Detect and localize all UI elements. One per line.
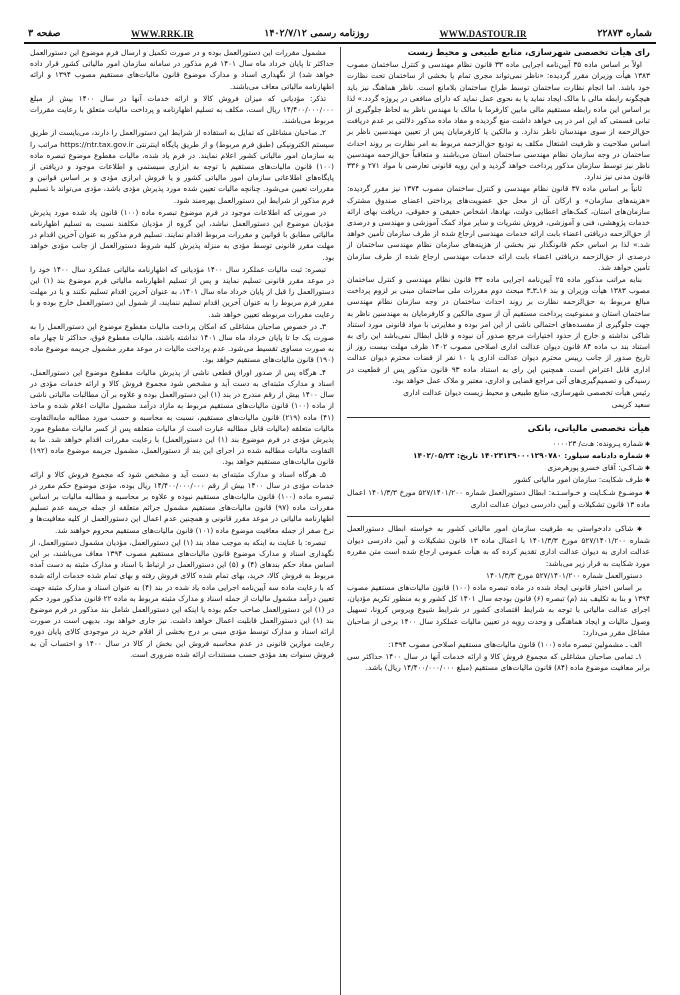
- meta-plaintiff: ✱ شـاکـی: آقای خسرو پورهرمزی: [347, 462, 650, 474]
- paragraph: الف ـ مشمولین تبصره ماده (۱۰۰) قانون مالیات‌های مستقیم اصلاحی مصوب ۱۳۹۴:: [387, 639, 642, 649]
- paragraph: در صورتی که اطلاعات موجود در فرم موضوع تبصره ماده (۱۰۰) قانون یاد شده مورد پذیرش مؤدیان موضوع این دستورالعمل نباشد، این گروه از مؤدیان مکلفند نسبت به تسلیم اظهارنامه مالیاتی مطابق با قوانین و مقررات مربوط اقدام نمایند. تسلیم فرم مذکور به عنوان آخرین اقدام در مهلت مقرر قانونی توسط مؤدی به منزله پذیرش کلیه شروط دستورالعمل از جانب مؤدی خواهد بود.: [30, 207, 334, 262]
- paragraph: ۳ـ در خصوص صاحبان مشاغلی که امکان پرداخت مالیات مقطوع موضوع این دستورالعمل را به صورت یک جا تا پایان خرداد ماه سال ۱۴۰۱ نداشته باشند، مالیات مقطوع فوق، حداکثر تا چهار ماه به صورت مساوی تقسیط می‌شود. عدم پرداخت مالیات در موعد مقرر مشمول جریمه موضوع ماده (۱۹۰) قانون مالیات‌های مستقیم خواهد بود.: [30, 321, 334, 365]
- page-number: صفحه ۳: [28, 28, 61, 39]
- right-column: [340, 47, 656, 995]
- rrk-link[interactable]: WWW.RRK.IR: [131, 29, 194, 39]
- dastour-link[interactable]: WWW.DASTOUR.IR: [439, 29, 527, 39]
- paragraph: ۱ـ تمامی صاحبان مشاغلی که مجموع فروش کالا و ارائه خدمات آنها در سال ۱۴۰۰ حداکثر سی برابر معافیت موضوع ماده (۸۴) قانون مالیات‌های مستقیم (مبلغ ۱۴/۴۰۰/۰۰۰/۰۰۰ ریال) باشد.: [347, 652, 650, 673]
- section-title: رای هیأت تخصصی شهرسازی، منابع طبیعی و محیط زیست: [407, 47, 650, 57]
- left-column: [24, 47, 340, 995]
- paragraph: تبصره: با عنایت به اینکه به موجب مفاد بند (۱) این دستورالعمل، مؤدیان مشمول دستورالعمل، از نگهداری اسناد و مدارک موضوع قانون مالیات‌های مستقیم مصوب ۱۳۹۴ معاف می‌باشند، بر این اساس مفاد حکم بندهای (۴) و (۵) این دستورالعمل در ارتباط با اسناد و مدارک مثبته به دست آمده مربوط به فروش کالا، خرید، بهای تمام شده کالای فروش رفته و بهای تمام شده خدمات ارائه شده که با رعایت ماده سه آیین‌نامه اجرایی ماده یاد شده در بند (۴) به عنوان اسناد و مدارک مثبته جهت تعیین درآمد مشمول مالیات از جمله اسناد و مدارک مثبته مربوط به ماده ۲۲ قانون مذکور مورد حکم در (۱) این دستورالعمل صاحب حکم بوده یا اینکه این دستورالعمل شامل بند مذکور در فرم موضوع بند (۱) این دستورالعمل قابلیت اعمال خواهد داشت. نیز جاری خواهد بود. بدیهی است در صورت ارائه اسناد و مدارک توسط مؤدی مبنی بر درج بخشی از اقلام خرید در موجودی کالای پایان دوره رعایت موازین قانونی در عدم محاسبه فروش این بخش از کالا در سال ۱۴۰۰ و احتساب آن به فروش سنوات بعد مؤدی حسب مستندات ارائه شده ضروری است.: [30, 537, 334, 659]
- paragraph: بنابه مراتب مذکور ماده ۲۵ آیین‌نامه اجرایی ماده ۳۳ قانون نظام مهندسی و کنترل ساختمان مصوب ۱۳۸۳ هیأت وزیران و بند ۱۶ـ۳ـ۳ مبحث دوم مقررات ملی ساختمان مبنی بر لزوم پرداخت مبالغ مربوط به حق‌الزحمه نظارت بر روند احداث ساختمان در وجه سازمان نظام مهندسی ساختمان استان و ممنوعیت پرداخت مستقیم آن از سوی مالکین و کارفرمایان به مهندسین ناظر به جهت جلوگیری از مفسده‌های احتمالی ناشی از این امر بوده و مغایرتی با مواد قانونی مورد استناد شاکی نداشته و خارج از حدود اختیارات مرجع صدور آن نبوده و قابل ابطال نمی‌باشد این رای به استناد بند ب ماده ۸۴ قانون دیوان عدالت اداری اصلاحی مصوب ۱۴۰۲ ظرف مهلت بیست روز از تاریخ صدور از جانب رییس محترم دیوان عدالت اداری یا ۱۰ نفر از قضات محترم دیوان عدالت اداری قابل اعتراض است. همچنین این رای به استناد ماده ۹۳ قانون مذکور پس از قطعیت در رسیدگی و تصمیم‌گیری‌های آتی مراجع قضایی و اداری، معتبر و ملاک عمل خواهد بود.: [347, 275, 651, 385]
- meta-case-number: ✱ شماره پـرونده: هـ‌ت/ ۰۰۰۰۲۳: [347, 438, 650, 450]
- paragraph: ۵ـ هرگاه اسناد و مدارک مثبته‌ای به دست آید و مشخص شود که مجموع فروش کالا و ارائه خدمات مؤدی در سال ۱۴۰۰ بیش از رقم ۱۴/۴۰۰/۰۰۰/۰۰۰ ریال بوده، مؤدی موضوع حکم مقرر در تبصره ماده (۱۰۰) قانون مالیات‌های مستقیم نبوده و علاوه بر محاسبه و مطالبه مالیات بر اساس مقررات ماده (۹۷) قانون مالیات‌های مستقیم مشمول جرائم متعلقه از جمله جریمه عدم تسلیم اظهارنامه مالیاتی در موعد مقرر قانونی و همچنین عدم اعمال این دستورالعمل از کلیه معافیت‌ها و نرخ صفر از جمله معافیت موضوع ماده (۱۰۱) قانون مالیات‌های مستقیم محروم خواهند شد.: [30, 469, 334, 535]
- signature-name: سعید کریمی: [611, 400, 650, 410]
- meta-defendant: ✱ طرف شکایت: سازمان امور مالیاتی کشور: [347, 474, 650, 486]
- page-header: [24, 28, 656, 44]
- paragraph: تبصره: ثبت مالیات عملکرد سال ۱۴۰۰ مؤدیانی که اظهارنامه مالیاتی عملکرد سال ۱۴۰۰ خود را در موعد مقرر قانونی تسلیم نمایند و پس از تسلیم اظهارنامه مالیاتی فرم موضوع بند (۱) این دستورالعمل را قبل از پایان خرداد ماه سال ۱۴۰۱، به عنوان آخرین اقدام تسلیم نکنند و یا در مهلت مقرر فرم مربوط را به عنوان آخرین اقدام تسلیم ننمایند، از شمول این دستورالعمل خارج بوده و با رعایت مقررات مربوطه تعیین خواهد شد.: [30, 264, 334, 319]
- divider: [347, 417, 650, 418]
- paragraph: دستورالعمل شماره ۵۲۷/۱۴۰۱/۲۰۰ مورخ ۱۴۰۱/۳/۳: [485, 570, 642, 580]
- paragraph: تذکر: مؤدیانی که میزان فروش کالا و ارائه خدمات آنها در سال ۱۴۰۰ بیش از مبلغ ۱۴/۴۰۰/۰۰۰/۰۰۰ ریال است، مکلف به تسلیم اظهارنامه و پرداخت مالیات متعلق با رعایت مقررات مربوط می‌باشند.: [30, 93, 334, 126]
- meta-verdict-number: ✱ شماره دادنامه سیلور: ۱۴۰۲۳۱۳۹۰۰۰۱۲۹۰۷۸۰ تاریخ: ۱۴۰۲/۰۵/۲۳: [347, 450, 650, 462]
- paragraph: ۴ـ هرگاه پس از صدور اوراق قطعی ناشی از پذیرش مالیات مقطوع موضوع این دستورالعمل، اسناد و مدارک مثبته‌ای به دست آید و مشخص شود مجموع فروش کالا و ارائه خدمات مؤدی در سال ۱۴۰۰ بیش از رقم مندرج در بند (۱) این دستورالعمل بوده و علاوه بر آن مطالبات مالیاتی ناشی از ماده (۱۰۰) قانون مالیات‌های مستقیم مربوط به مازاد درآمد مشمول مالیات اعلام شده و ماخذ (۴۱) ماده (۲۱۹) قانون مالیات‌های مستقیم، نسبت به محاسبه و حسب مورد مطالبه مابه‌التفاوت مالیات متعلقه (مالیات قابل مطالبه عبارت است از مالیات متعلقه پس از کسر مالیات مقطوع مورد پذیرش مؤدی در فرم موضوع بند (۱) این دستورالعمل) با رعایت مقررات اقدام خواهد شد. ما به التفاوت مالیات مطالبه شده در اجرای این بند از دستورالعمل، مشمول جریمه موضوع ماده (۱۹۲) قانون مالیات‌های مستقیم خواهد بود.: [30, 367, 334, 467]
- paragraph: اولاً بر اساس ماده ۳۵ آیین‌نامه اجرایی ماده ۳۳ قانون نظام مهندسی و کنترل ساختمان مصوب ۱۳۸۳ هیأت وزیران مقرر گردیده: «ناظر نمی‌تواند مجری تمام یا بخشی از ساختمان تحت نظارت خود باشد. اما انجام نظارت ساختمان توسط طراح ساختمان بلامانع است. ناظر هماهنگ نیز باید هیچگونه رابطه مالی با مالک ایجاد نماید یا به نحوی عمل نماید که دارای منافعی در پروژه گردد.» لذا بر اساس این ماده رابطه مستقیم مالی مابین کارفرما با مالک با مهندس ناظر به لحاظ جلوگیری از تبانی قسمتی که این امر در پی خواهد داشت منع گردیده و مفاد ماده مذکور دلالتی بر عدم دریافت حق‌الزحمه از سوی مهندسان ناظر ندارد. و مالکین یا کارفرمایان پس از تعیین مهندسین ناظر بر اساس صلاحیت و ظرفیت اشتغال مکلف به تودیع حق‌الزحمه مربوط به امر نظارت بر روند احداث ساختمان در وجه سازمان نظام مهندسی ساختمان استان می‌باشند و متعاقباً حق‌الزحمه مهندسین ناظر نیز توسط سازمان مذکور پرداخت خواهد گردید و این رویه قانونی تعارضی با مواد ۲۷۱ و ۳۳۶ قانون مدنی نیز ندارد.: [347, 60, 650, 182]
- subsection-title: هیأت تخصصی مالیاتی، بانکی: [527, 423, 650, 434]
- case-meta: [347, 438, 650, 510]
- paragraph: ۲ـ صاحبان مشاغلی که تمایل به استفاده از شرایط این دستورالعمل را دارند، می‌بایست از طریق سیستم الکترونیکی (طبق فرم مربوط) و از طریق پایگاه اینترنتی https://ntr.tax.gov.ir مراتب را به سازمان امور مالیاتی کشور اعلام نمایند. در فرم یاد شده، مالیات مقطوع موضوع تبصره ماده (۱۰۰) قانون مالیات‌های مستقیم با توجه به ابزاری سیستمی و اطلاعات موجود و دریافتی از پایگاه‌های اطلاعاتی سازمان امور مالیاتی کشور و یا فروش ابرازی مؤدی و بر اساس قوانین و مقررات تعیین می‌شود. چنانچه مالیات تعیین شده مورد پذیرش مؤدی باشد، مؤدی می‌تواند با تسلیم فرم مذکور از شرایط این دستورالعمل بهره‌مند شود.: [30, 128, 335, 205]
- columns: [24, 47, 656, 995]
- signature-title: رئیس هیأت تخصصی شهرسازی، منابع طبیعی و محیط زیست دیوان عدالت اداری: [403, 388, 650, 398]
- meta-subject: ✱ موضـوع شـکـایت و خـواسـتـه: ابطال دستورالعمل شماره ۵۲۷/۱۴۰۱/۲۰۰ مورخ ۱۴۰۱/۳/۳ اعمال ماده ۱۳ قانون تشکیلات و آیین دادرسی دیوان عدالت اداری: [347, 487, 650, 510]
- paragraph: ثانیاً بر اساس ماده ۳۷ قانون نظام مهندسی و کنترل ساختمان مصوب ۱۳۷۴ نیز مقرر گردیده: «هزینه‌های سازمان» و ارکان آن از محل حق عضویت‌های پرداختی اعضای صندوق مشترک سازمان‌های استان، کمک‌های اعطایی دولت، نهادها، اشخاص حقیقی و حقوقی، دریافت بهای ارائه خدمات پژوهشی، فنی و آموزشی، فروش نشریات و سایر مواد کمک آموزشی و مهندسی و درصدی از حق‌الزحمه دریافتی اعضاء بابت ارائه خدمات مهندسی ارجاع شده از طرف سازمان تأمین خواهد شد.» لذا بر اساس حکم قانونگذار نیز بخشی از هزینه‌های سازمان نظام مهندسی ساختمان از درصدی از حق‌الزحمه دریافتی اعضاء بابت ارائه خدمات مهندسی ارجاع شده از طرف سازمان تأمین خواهد شد.: [347, 184, 650, 272]
- paragraph: بر اساس اختیار قانونی ایجاد شده در ماده تبصره ماده (۱۰۰) قانون مالیات‌های مستقیم مصوب ۱۳۹۴ و بنا به تکلیف بند (م) تبصره (۶) قانون بودجه سال ۱۴۰۱ کل کشور و به منظور تکریم مؤدیان، اجرای عدالت مالیاتی با توجه به شرایط اقتصادی کشور در شرایط شیوع ویروس کرونا، تسهیل وصول مالیات و ایجاد هماهنگی و وحدت رویه در تعیین مالیات عملکرد سال ۱۴۰۰ برخی از صاحبان مشاغل مقرر می‌دارد:: [347, 582, 650, 637]
- issue-number: شماره ۲۲۸۷۳: [597, 28, 652, 39]
- gazette-date: روزنامه رسمی ۱۴۰۲/۷/۱۲: [264, 28, 369, 39]
- divider: [347, 516, 650, 517]
- paragraph: ✱ شاکی دادخواستی به طرفیت سازمان امور مالیاتی کشور به خواسته ابطال دستورالعمل شماره ۵۲۷/۱۴۰۱/۲۰۰ مورخ ۱۴۰۱/۳/۳ با اعمال ماده ۱۳ قانون تشکیلات و آیین دادرسی دیوان عدالت اداری به دیوان عدالت اداری تقدیم کرده که به هیأت عمومی ارجاع شده است متن مقرره مورد شکایت به قرار زیر می‌باشد:: [347, 523, 650, 569]
- paragraph: مشمول مقررات این دستورالعمل بوده و در صورت تکمیل و ارسال فرم موضوع این دستورالعمل حداکثر تا پایان خرداد ماه سال ۱۴۰۱ فرم مذکور در سامانه سازمان امور مالیاتی کشور قرار داده خواهد شد) از نگهداری اسناد و مدارک موضوع قانون مالیات‌های مستقیم مصوب ۱۳۹۴ و ارائه اظهارنامه مالیاتی معاف می‌باشند.: [30, 48, 335, 91]
